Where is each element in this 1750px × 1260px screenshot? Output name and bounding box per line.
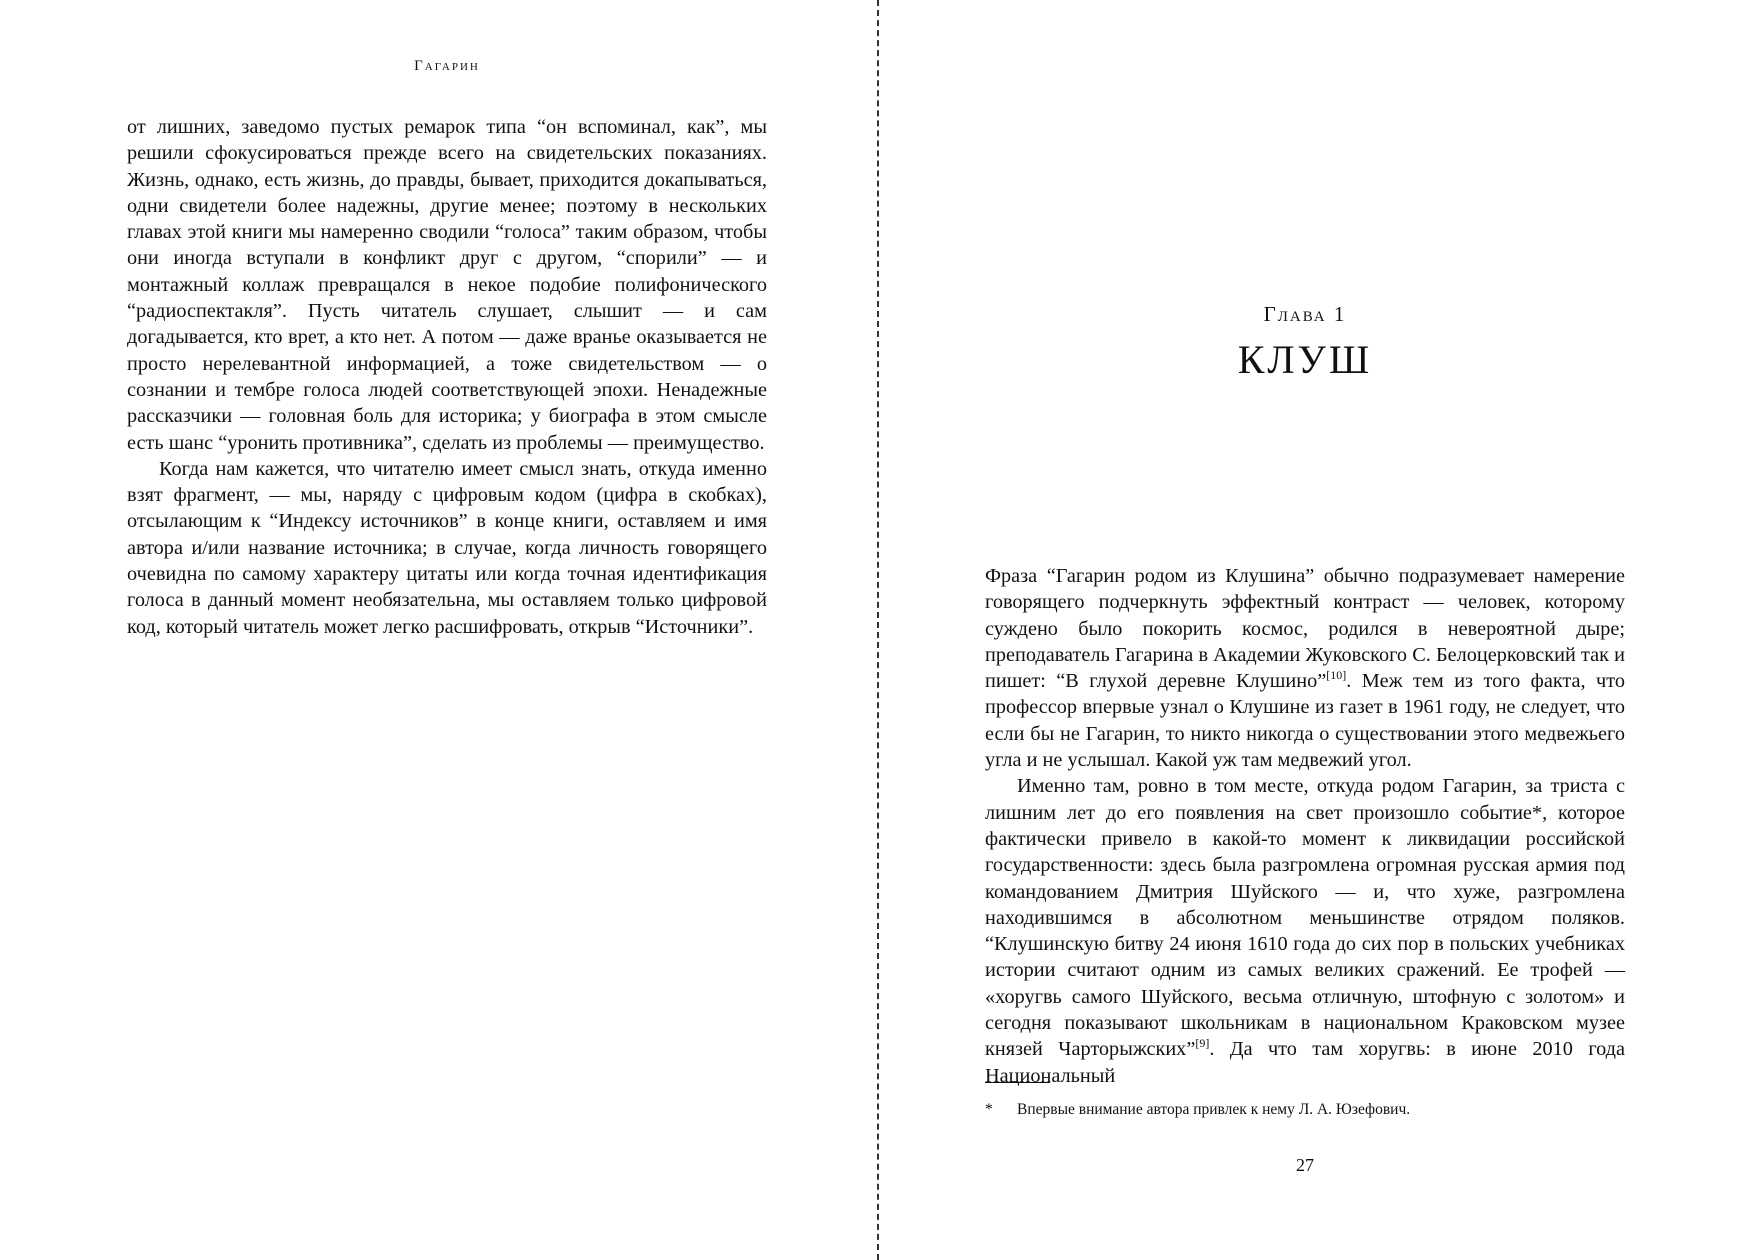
right-paragraph-2-part-1: Именно там, ровно в том месте, откуда родом Гагарин, за триста с лишним лет до его появления на свет произошло событие*, которое фактически привело в какой-то момент к ликвидации российской государственности: здесь была разгромлена огромная русская армия под командованием Дмитрия Шуйского — и, что хуже, разгромлена находившимся в абсолютном меньшинстве отрядом поляков. “Клушинскую битву 24 июня 1610 года до сих пор в польских учебниках истории считают одним из самых великих сражений. Ее трофей — «хоругвь самого Шуйского, весьма отличную, штофную с золотом» и сегодня показывают школьникам в национальном Краковском музее князей Чарторыжских” bbox=[985, 775, 1625, 1061]
footnote-rule bbox=[985, 1082, 1050, 1083]
page-fold-divider bbox=[877, 0, 879, 1260]
left-body-text bbox=[127, 114, 767, 640]
source-reference-10: [10] bbox=[1326, 668, 1347, 683]
right-paragraph-2 bbox=[985, 773, 1625, 1089]
left-paragraph-1: от лишних, заведомо пустых ремарок типа “он вспоминал, как”, мы решили сфокусироваться прежде всего на свидетельских показаниях. Жизнь, однако, есть жизнь, до правды, бывает, приходится докапываться, одни свидетели более надежны, другие менее; поэтому в нескольких главах этой книги мы намеренно сводили “голоса” таким образом, чтобы они иногда вступали в конфликт друг с другом, “спорили” — и монтажный коллаж превращался в некое подобие полифонического “радиоспектакля”. Пусть читатель слушает, слышит — и сам догадывается, кто врет, а кто нет. А потом — даже вранье оказывается не просто нерелевантной информацией, а тоже свидетельством — о сознании и тембре голоса людей соответствующей эпохи. Ненадежные рассказчики — головная боль для историка; у биографа в этом смысле есть шанс “уронить противника”, сделать из проблемы — преимущество. bbox=[127, 116, 767, 454]
source-reference-9: [9] bbox=[1195, 1036, 1210, 1051]
page-number: 27 bbox=[1296, 1155, 1314, 1175]
right-paragraph-1-part-1: Фраза “Гагарин родом из Клушина” обычно подразумевает намерение говорящего подчеркнуть эффектный контраст — человек, которому суждено было покорить космос, родился в невероятной дыре; преподаватель Гагарина в Академии Жуковского С. Белоцерковский так и пишет: “В глухой деревне Клушино” bbox=[985, 565, 1625, 693]
right-paragraph-1 bbox=[985, 563, 1625, 773]
footnote-marker: * bbox=[985, 1101, 993, 1118]
chapter-label: Глава 1 bbox=[1263, 302, 1347, 326]
left-paragraph-2: Когда нам кажется, что читателю имеет смысл знать, откуда именно взят фрагмент, — мы, наряду с цифровым кодом (цифра в скобках), отсылающим к “Индексу источников” в конце книги, оставляем и имя автора и/или название источника; в случае, когда личность говорящего очевидна по самому характеру цитаты или когда точная идентификация голоса в данный момент необязательна, мы оставляем только цифровой код, который читатель может легко расшифровать, открыв “Источники”. bbox=[127, 457, 767, 638]
footnote bbox=[985, 1100, 1625, 1120]
right-paragraph-1-part-2: . Меж тем из того факта, что профессор впервые узнал о Клушине из газет в 1961 году, не следует, что если бы не Гагарин, то никто никогда о существовании этого медвежьего угла и не услышал. Какой уж там медвежий угол. bbox=[985, 670, 1625, 772]
right-body-text bbox=[985, 563, 1625, 1089]
running-head: Гагарин bbox=[414, 58, 480, 74]
chapter-title: КЛУШ bbox=[1237, 337, 1373, 382]
left-page bbox=[127, 0, 767, 1260]
right-paragraph-2-part-2: . Да что там хоругвь: в июне 2010 года Национальный bbox=[985, 1038, 1626, 1087]
right-page bbox=[985, 0, 1625, 1260]
footnote-text: Впервые внимание автора привлек к нему Л. А. Юзефович. bbox=[1017, 1101, 1411, 1118]
